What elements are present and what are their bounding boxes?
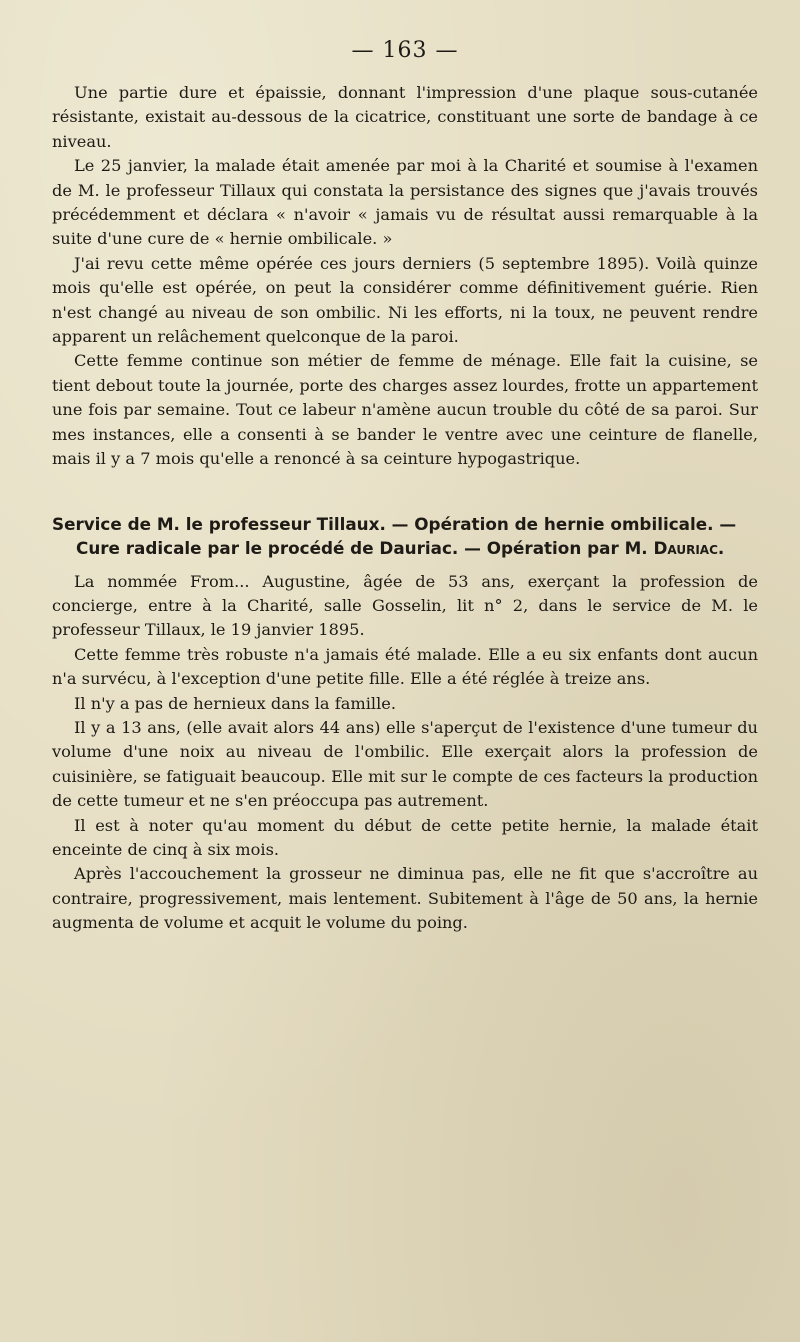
section-heading-text: Service de M. le professeur Tillaux. — Opération de hernie ombilicale. — Cure radicale par le procédé de Dauriac. — Opération par M. (52, 513, 737, 558)
page-number: — 163 — (351, 38, 459, 63)
paragraph: Il y a 13 ans, (elle avait alors 44 ans) elle s'aperçut de l'existence d'une tumeur du volume d'une noix au niveau de l'ombilic. Elle exerçait alors la profession de cuisinière, se fatiguait beaucoup. Elle mit sur le compte de ces facteurs la production de cette tumeur et ne s'en préoccupa pas autrement. (52, 717, 758, 811)
case-report (52, 570, 758, 936)
paragraph: Après l'accouchement la grosseur ne diminua pas, elle ne fit que s'accroître au contraire, progressivement, mais lentement. Subitement à l'âge de 50 ans, la hernie augmenta de volume et acquit le volume du poing. (52, 864, 758, 933)
paragraph: Le 25 janvier, la malade était amenée par moi à la Charité et soumise à l'examen de M. le professeur Tillaux qui constata la persistance des signes que j'avais trouvés précédemment et déclara « n'avoir « jamais vu de résultat aussi remarquable à la suite d'une cure de « hernie ombilicale. » (52, 156, 758, 249)
paragraph: Cette femme continue son métier de femme de ménage. Elle fait la cuisine, se tient debout toute la journée, porte des charges assez lourdes, frotte un appartement une fois par semaine. Tout ce labeur n'amène aucun trouble du côté de sa paroi. Sur mes instances, elle a consenti à se bander le ventre avec une ceinture de flanelle, mais il y a 7 mois qu'elle a renoncé à sa ceinture hypogastrique. (52, 351, 758, 469)
paragraph: Il est à noter qu'au moment du début de cette petite hernie, la malade était enceinte de cinq à six mois. (52, 815, 758, 859)
section-heading (52, 512, 758, 560)
paragraph: Il n'y a pas de hernieux dans la famille. (74, 693, 396, 713)
paragraph: Une partie dure et épaissie, donnant l'impression d'une plaque sous-cutanée résistante, existait au-dessous de la cicatrice, constituant une sorte de bandage à ce niveau. (52, 83, 758, 151)
paragraph: Cette femme très robuste n'a jamais été malade. Elle a eu six enfants dont aucun n'a survécu, à l'exception d'une petite fille. Elle a été réglée à treize ans. (52, 644, 758, 689)
paragraph: J'ai revu cette même opérée ces jours derniers (5 septembre 1895). Voilà quinze mois qu'elle est opérée, on peut la considérer comme définitivement guérie. Rien n'est changé au niveau de son ombilic. Ni les efforts, ni la toux, ne peuvent rendre apparent un relâchement quelconque de la paroi. (52, 253, 758, 347)
case-continuation (52, 81, 758, 472)
section-heading-author: Dauriac. (653, 537, 725, 558)
paragraph: La nommée From... Augustine, âgée de 53 ans, exerçant la profession de concierge, entre à la Charité, salle Gosselin, lit n° 2, dans le service de M. le professeur Tillaux, le 19 janvier 1895. (52, 571, 758, 640)
